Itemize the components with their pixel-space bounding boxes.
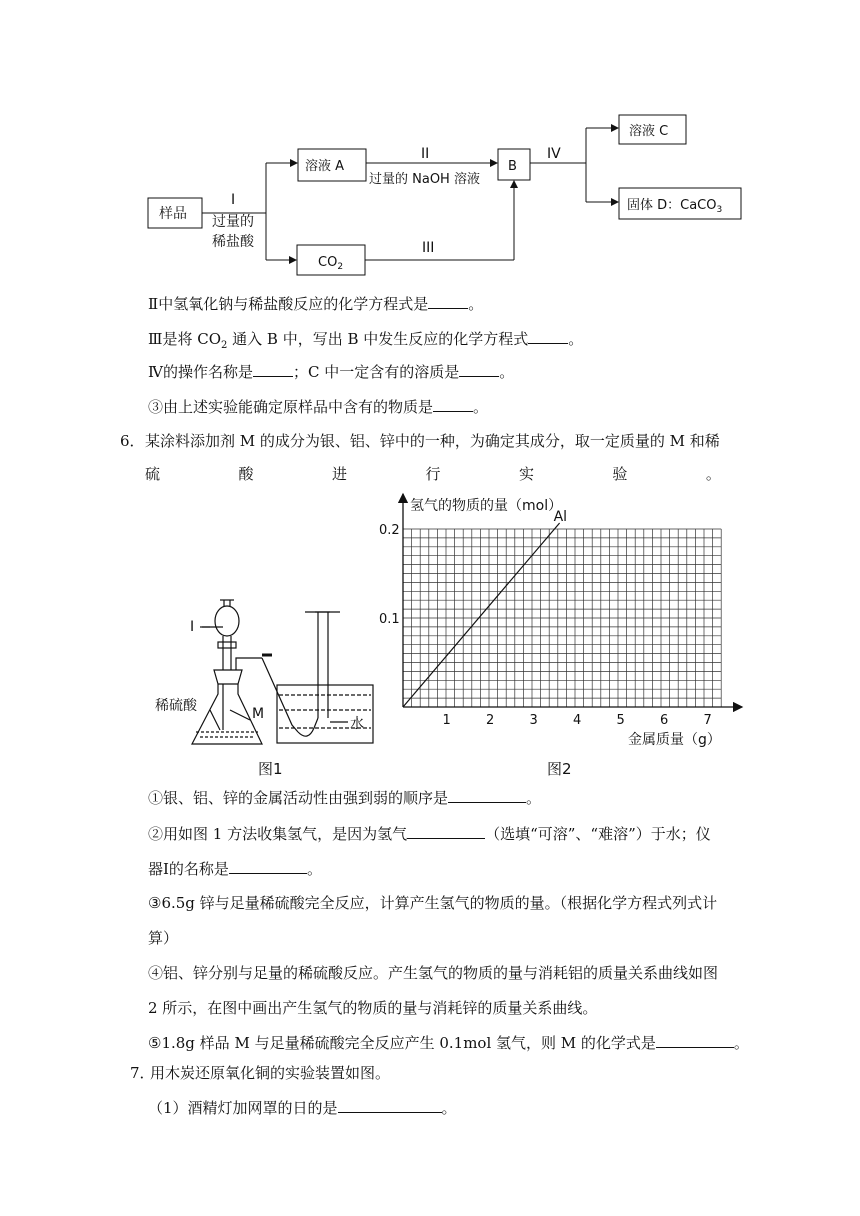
answer-blank[interactable] (459, 360, 499, 377)
q6-s3-line2: 算） (148, 929, 179, 947)
answer-blank[interactable] (229, 857, 307, 874)
y-tick-label: 0.1 (379, 612, 400, 627)
q6-stem-line2: 硫 酸 进 行 实 验 。 (145, 465, 721, 483)
reagent1-line1: 过量的 (212, 214, 254, 230)
answer-blank[interactable] (253, 360, 293, 377)
co2-label: $CO_2$ (318, 255, 344, 272)
q6-s4: ④铝、锌分别与足量的稀硫酸反应。产生氢气的物质的量与消耗铝的质量关系曲线如图 (148, 964, 719, 982)
step2-label: II (421, 146, 430, 162)
series-line-al (403, 523, 560, 707)
q6-s1: ①银、铝、锌的金属活动性由强到弱的顺序是 。 (148, 786, 541, 809)
q6-stem-line1: 某涂料添加剂 M 的成分为银、铝、锌中的一种，为确定其成分，取一定质量的 M 和稀 (145, 432, 720, 450)
step1-label: I (231, 192, 236, 208)
q6-number: 6． (120, 432, 145, 450)
step4-label: IV (547, 146, 561, 162)
x-axis-label: 金属质量（g） (628, 732, 721, 748)
q6-s2: ②用如图 1 方法收集氢气，是因为氢气 （选填“可溶”、“难溶”）于水；仪 (148, 822, 711, 845)
answer-blank[interactable] (433, 395, 473, 412)
hydrogen-chart (360, 488, 750, 780)
flow-diagram (0, 0, 860, 290)
label-i: I (190, 619, 195, 635)
y-tick-label: 0.2 (379, 523, 400, 538)
sample-label: 样品 (159, 206, 187, 222)
chart-grid (403, 529, 721, 707)
q5-line2: Ⅲ是将 $CO_2$ 通入 B 中，写出 B 中发生反应的化学方程式 。 (148, 327, 583, 357)
label-acid: 稀硫酸 (155, 698, 197, 714)
x-tick-label: 1 (442, 713, 451, 728)
reagent1-line2: 稀盐酸 (212, 234, 254, 250)
q5-line3: Ⅳ的操作名称是 ；C 中一定含有的溶质是 。 (148, 360, 514, 383)
label-water: 水 (350, 716, 364, 732)
y-axis-label: 氢气的物质的量（mol） (410, 498, 563, 514)
x-tick-label: 3 (529, 713, 538, 728)
step3-label: III (422, 240, 435, 256)
q6-s4-line2: 2 所示，在图中画出产生氢气的物质的量与消耗锌的质量关系曲线。 (148, 999, 598, 1017)
q6-s3: ③6.5g 锌与足量稀硫酸完全反应，计算产生氢气的物质的量。（根据化学方程式列式计 (148, 894, 718, 912)
q7-stem: 用木炭还原氧化铜的实验装置如图。 (150, 1064, 391, 1082)
x-tick-label: 4 (573, 713, 582, 728)
reagent2-label: 过量的 NaOH 溶液 (369, 172, 480, 187)
q6-s2-line2: 器Ⅰ的名称是 。 (148, 857, 322, 880)
solid-d-label: 固体 D：CaCO$_3$ (627, 198, 723, 215)
q5-line1: Ⅱ中氢氧化钠与稀盐酸反应的化学方程式是 。 (148, 292, 483, 315)
q5-line4: ③由上述实验能确定原样品中含有的物质是 。 (148, 395, 488, 418)
q7-sub1: （1）酒精灯加网罩的日的是 。 (148, 1096, 457, 1119)
series-label-al: Al (553, 509, 568, 525)
answer-blank[interactable] (528, 327, 568, 344)
x-tick-label: 5 (616, 713, 625, 728)
label-m: M (252, 706, 265, 722)
fig2-caption: 图2 (547, 760, 572, 778)
b-label: B (508, 159, 517, 174)
fig1-caption: 图1 (258, 760, 283, 778)
answer-blank[interactable] (338, 1096, 442, 1113)
x-tick-label: 2 (486, 713, 495, 728)
apparatus-figure (155, 570, 380, 780)
answer-blank[interactable] (448, 786, 526, 803)
x-tick-label: 6 (660, 713, 669, 728)
solution-c-label: 溶液 C (629, 124, 669, 139)
solution-a-label: 溶液 A (305, 159, 345, 174)
q7-number: 7． (130, 1064, 155, 1082)
answer-blank[interactable] (428, 292, 468, 309)
x-tick-label: 7 (703, 713, 712, 728)
answer-blank[interactable] (407, 822, 485, 839)
answer-blank[interactable] (656, 1031, 734, 1048)
q6-s5: ⑤1.8g 样品 M 与足量稀硫酸完全反应产生 0.1mol 氢气，则 M 的化学式是 。 (148, 1031, 749, 1054)
